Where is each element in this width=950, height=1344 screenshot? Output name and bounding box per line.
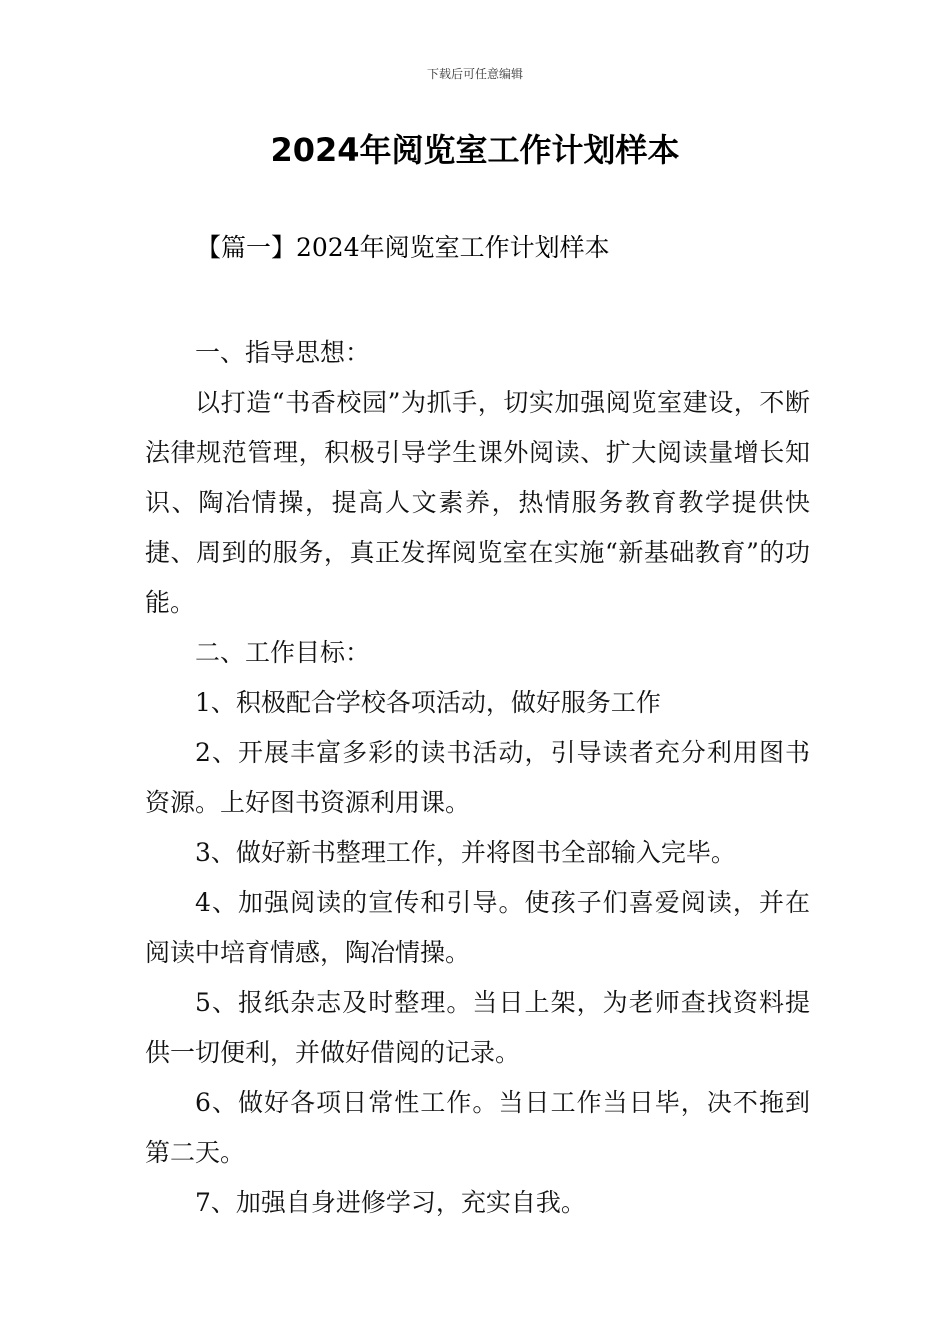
goal-item-5: 5、报纸杂志及时整理。当日上架，为老师查找资料提供一切便利，并做好借阅的记录。 <box>145 988 810 1067</box>
paragraph-guiding-ideology: 以打造“书香校园”为抓手，切实加强阅览室建设，不断法律规范管理，积极引导学生课外阅读、扩大阅读量增长知识、陶冶情操，提高人文素养，热情服务教育教学提供快捷、周到的服务，真正发挥阅览室在实施“新基础教育”的功能。 <box>145 388 810 617</box>
heading-work-goals: 二、工作目标： <box>195 638 371 667</box>
header-note: 下载后可任意编辑 <box>426 67 523 81</box>
goal-item-7: 7、加强自身进修学习，充实自我。 <box>195 1188 586 1217</box>
document-title: 2024年阅览室工作计划样本 <box>270 131 680 169</box>
section-heading: 【篇一】2024年阅览室工作计划样本 <box>196 233 610 262</box>
document-body <box>145 328 810 1228</box>
goal-item-1: 1、积极配合学校各项活动，做好服务工作 <box>195 688 661 717</box>
goal-item-2: 2、开展丰富多彩的读书活动，引导读者充分利用图书资源。上好图书资源利用课。 <box>145 738 810 817</box>
goal-item-3: 3、做好新书整理工作，并将图书全部输入完毕。 <box>195 838 736 867</box>
heading-guiding-ideology: 一、指导思想： <box>195 338 371 367</box>
goal-item-4: 4、加强阅读的宣传和引导。使孩子们喜爱阅读，并在阅读中培育情感，陶冶情操。 <box>145 888 810 967</box>
goal-item-6: 6、做好各项日常性工作。当日工作当日毕，决不拖到第二天。 <box>145 1088 810 1167</box>
